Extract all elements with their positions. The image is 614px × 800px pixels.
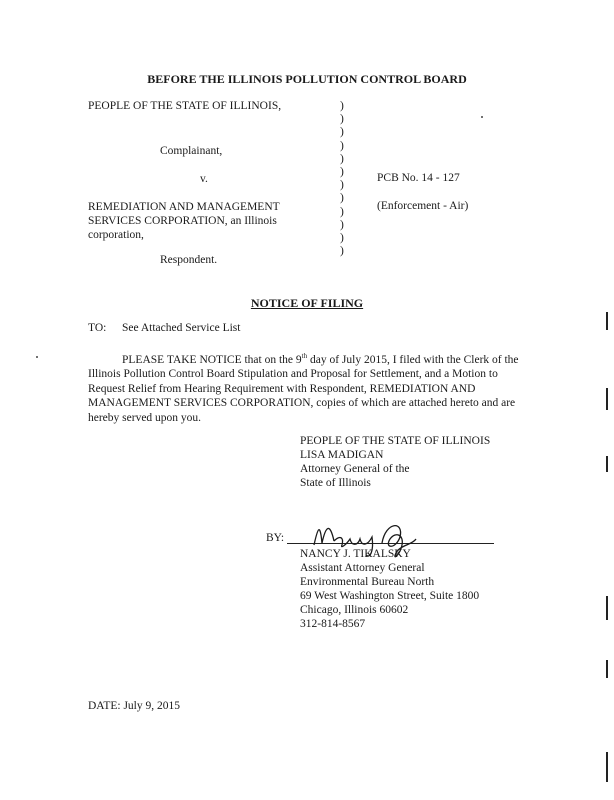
signer-title: Assistant Attorney General bbox=[300, 562, 425, 574]
signer-name: NANCY J. TIKALSKY bbox=[300, 548, 411, 560]
paren: ) bbox=[340, 139, 344, 152]
to-value: See Attached Service List bbox=[122, 322, 241, 334]
scan-speck bbox=[481, 116, 483, 118]
paren: ) bbox=[340, 192, 344, 205]
respondent-label: Respondent. bbox=[160, 254, 218, 266]
scan-artifact bbox=[606, 660, 608, 678]
scan-artifact bbox=[606, 456, 608, 472]
scan-artifact bbox=[606, 388, 608, 410]
scan-artifact bbox=[606, 312, 608, 330]
notice-body bbox=[88, 349, 528, 425]
signature-org-block bbox=[300, 434, 490, 490]
org-line2: LISA MADIGAN bbox=[300, 449, 384, 461]
notice-title: NOTICE OF FILING bbox=[250, 296, 364, 310]
address-line2: Chicago, Illinois 60602 bbox=[300, 604, 409, 616]
versus-label: v. bbox=[200, 173, 208, 185]
paren: ) bbox=[340, 232, 344, 245]
complainant-name: PEOPLE OF THE STATE OF ILLINOIS, bbox=[88, 100, 282, 112]
paren: ) bbox=[340, 218, 344, 231]
body-part2: day of July 2015, I filed with the Clerk of the Illinois Pollution Control Board Stipulation and Proposal for Settlement, and a Motion to Request Relief from Hearing Requirement with Respondent, REMEDIATION AND MANAGEMENT SERVICES CORPORATION, copies of which are attached hereto and are hereby served upon you. bbox=[88, 353, 519, 424]
org-line4: State of Illinois bbox=[300, 477, 371, 489]
paren: ) bbox=[340, 179, 344, 192]
case-number: PCB No. 14 - 127 bbox=[377, 172, 460, 184]
by-label: BY: bbox=[266, 532, 285, 544]
paren: ) bbox=[340, 205, 344, 218]
to-label: TO: bbox=[88, 322, 107, 334]
paren: ) bbox=[340, 166, 344, 179]
paren: ) bbox=[340, 152, 344, 165]
body-part1: PLEASE TAKE NOTICE that on the 9 bbox=[122, 353, 302, 366]
org-line1: PEOPLE OF THE STATE OF ILLINOIS bbox=[300, 435, 491, 447]
respondent-name bbox=[88, 200, 280, 242]
respondent-name-line3: corporation, bbox=[88, 229, 144, 241]
bureau: Environmental Bureau North bbox=[300, 576, 435, 588]
phone: 312-814-8567 bbox=[300, 618, 366, 630]
org-line3: Attorney General of the bbox=[300, 463, 410, 475]
paren: ) bbox=[340, 245, 344, 258]
paren: ) bbox=[340, 126, 344, 139]
respondent-name-line2: SERVICES CORPORATION, an Illinois bbox=[88, 215, 277, 227]
caption-parentheses bbox=[340, 100, 344, 258]
case-type: (Enforcement - Air) bbox=[377, 200, 469, 212]
complainant-label: Complainant, bbox=[160, 145, 223, 157]
address-line1: 69 West Washington Street, Suite 1800 bbox=[300, 590, 480, 602]
document-title: BEFORE THE ILLINOIS POLLUTION CONTROL BOARD bbox=[147, 72, 467, 86]
paren: ) bbox=[340, 100, 344, 112]
respondent-name-line1: REMEDIATION AND MANAGEMENT bbox=[88, 201, 280, 213]
paren: ) bbox=[340, 113, 344, 126]
body-superscript: th bbox=[301, 352, 308, 360]
signer-block bbox=[300, 547, 479, 631]
scan-artifact bbox=[606, 752, 608, 782]
scan-artifact bbox=[606, 596, 608, 620]
scan-speck bbox=[36, 356, 38, 358]
date-line: DATE: July 9, 2015 bbox=[88, 700, 180, 712]
